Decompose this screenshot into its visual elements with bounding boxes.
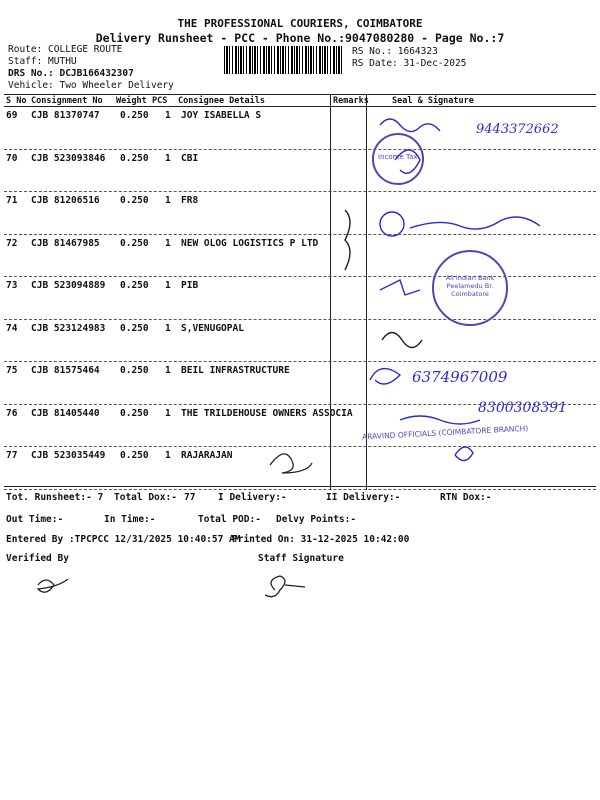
bracket-mark (345, 210, 350, 270)
cell-cn: CJB 81575464 (31, 365, 100, 376)
cell-pcs: 1 (165, 322, 171, 334)
cell-sno: 76 (6, 407, 18, 419)
cell-cn: CJB 523035449 (31, 450, 106, 461)
staff-label: Staff: MUTHU (8, 56, 77, 67)
total-dox-label: Total Dox:- (114, 492, 177, 503)
cell-wt: 0.250 (120, 407, 149, 419)
handwritten-phone-1: 9443372662 (476, 122, 559, 137)
cell-wt: 0.250 (120, 365, 149, 376)
signature-8 (455, 447, 473, 461)
cell-pcs: 1 (165, 195, 171, 206)
printed-on: Printed On: 31-12-2025 10:42:00 (232, 534, 410, 545)
signature-4 (380, 280, 420, 295)
staff-signature-mark (265, 576, 305, 597)
col-consignment: Consignment No (31, 96, 103, 106)
cell-name: CBI (181, 152, 199, 164)
cell-name: BEIL INFRASTRUCTURE (181, 365, 290, 376)
rs-number: RS No.: 1664323 (352, 46, 438, 57)
cell-sno: 75 (6, 365, 18, 376)
cell-wt: 0.250 (120, 280, 149, 291)
runsheet-subtitle: Delivery Runsheet - PCC - Phone No.:9047080280 - Page No.:7 (95, 31, 505, 45)
i-delivery: I Delivery:- (218, 492, 287, 503)
in-time: In Time:- (104, 514, 156, 525)
cell-sno: 70 (6, 152, 18, 164)
signature-3 (410, 217, 540, 229)
handwritten-phone-2: 6374967009 (412, 368, 508, 386)
col-sno: S No (6, 96, 27, 106)
cell-sno: 74 (6, 322, 18, 334)
ii-delivery: II Delivery:- (326, 492, 401, 503)
total-pod: Total POD:- (198, 514, 261, 525)
drs-number: DRS No.: DCJB166432307 (8, 68, 134, 79)
cell-wt: 0.250 (120, 237, 149, 249)
cell-cn: CJB 523124983 (31, 322, 106, 334)
signature-9 (270, 454, 312, 473)
delvy-points: Delvy Points:- (276, 514, 357, 525)
staff-signature-label: Staff Signature (258, 553, 344, 564)
cell-name: JOY ISABELLA S (181, 110, 262, 121)
signature-1 (380, 119, 440, 132)
cell-cn: CJB 81405440 (31, 407, 100, 419)
cell-sno: 72 (6, 237, 18, 249)
cell-sno: 69 (6, 110, 18, 121)
signature-5 (382, 333, 422, 348)
seal-stamp-2: All Indian Bank Peelamedu Br. Coimbatore (432, 250, 508, 326)
company-title: THE PROFESSIONAL COURIERS, COIMBATORE (177, 17, 423, 30)
cell-pcs: 1 (165, 407, 171, 419)
cell-pcs: 1 (165, 365, 171, 376)
cell-sno: 71 (6, 195, 18, 206)
col-weight: Weight (116, 96, 147, 106)
seal-stamp-3: ARAVIND OFFICIALS (COIMBATORE BRANCH) (361, 423, 529, 442)
cell-pcs: 1 (165, 110, 171, 121)
rtn-dox: RTN Dox:- (440, 492, 492, 503)
vehicle-label: Vehicle: Two Wheeler Delivery (8, 80, 174, 91)
signature-6 (370, 369, 400, 384)
col-remarks: Remarks (333, 96, 369, 106)
col-seal: Seal & Signature (392, 96, 474, 106)
cell-pcs: 1 (165, 237, 171, 249)
route-label: Route: COLLEGE ROUTE (8, 44, 123, 55)
cell-name: NEW OLOG LOGISTICS P LTD (181, 237, 319, 249)
rs-date: RS Date: 31-Dec-2025 (352, 58, 467, 69)
col-pcs: PCS (152, 96, 168, 106)
cell-cn: CJB 81370747 (31, 110, 100, 121)
total-dox-value: 77 (184, 492, 196, 503)
cell-name: FR8 (181, 195, 199, 206)
cell-wt: 0.250 (120, 110, 149, 121)
cell-name: THE TRILDEHOUSE OWNERS ASSOCIA (181, 407, 353, 419)
out-time: Out Time:- (6, 514, 64, 525)
cell-wt: 0.250 (120, 195, 149, 206)
cell-name: PIB (181, 280, 199, 291)
cell-wt: 0.250 (120, 152, 149, 164)
cell-pcs: 1 (165, 280, 171, 291)
entered-by: Entered By :TPCPCC 12/31/2025 10:40:57 AM (6, 534, 241, 545)
cell-cn: CJB 81467985 (31, 237, 100, 249)
cell-sno: 73 (6, 280, 18, 291)
verified-signature (38, 579, 68, 592)
col-consignee: Consignee Details (178, 96, 265, 106)
cell-cn: CJB 523093846 (31, 152, 106, 164)
cell-pcs: 1 (165, 152, 171, 164)
cell-name: RAJARAJAN (181, 450, 233, 461)
cell-wt: 0.250 (120, 322, 149, 334)
seal-stamp-1: Income Tax (372, 133, 424, 185)
cell-pcs: 1 (165, 450, 171, 461)
cell-cn: CJB 81206516 (31, 195, 100, 206)
cell-cn: CJB 523094889 (31, 280, 106, 291)
cell-sno: 77 (6, 450, 18, 461)
tot-runsheet: Tot. Runsheet:- 7 (6, 492, 104, 503)
handwritten-phone-3: 8300308391 (478, 400, 568, 416)
signature-2 (395, 150, 420, 173)
signature-7 (400, 416, 480, 424)
cell-name: S,VENUGOPAL (181, 322, 244, 334)
verified-by: Verified By (6, 553, 69, 564)
signature-3-circle (380, 212, 404, 236)
cell-wt: 0.250 (120, 450, 149, 461)
